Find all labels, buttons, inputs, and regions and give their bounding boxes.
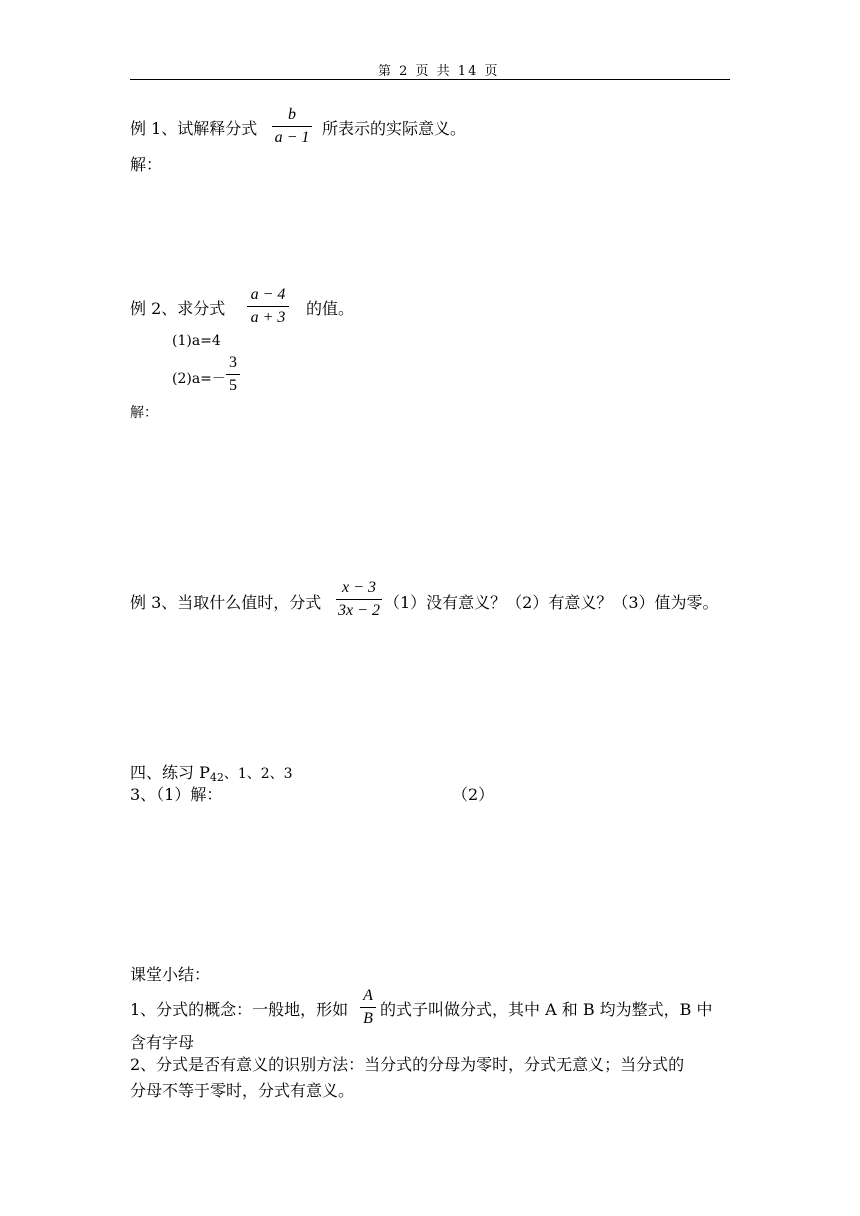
example-2-suffix: 的值。: [306, 299, 355, 318]
summary-point-2-line-2: 分母不等于零时，分式有意义。: [130, 1081, 355, 1100]
practice-page-number: 42: [209, 771, 224, 784]
header-rule: [130, 79, 730, 80]
example-2-answer: 解：: [130, 405, 158, 421]
example-3-denominator: 3x − 2: [338, 602, 380, 619]
example-1-answer: 解：: [130, 155, 163, 174]
example-1-fraction: [272, 104, 312, 149]
practice-q3-label: 3、（1）解：: [130, 785, 223, 804]
example-2-numerator: a − 4: [247, 284, 289, 307]
example-2-denominator: a + 3: [250, 309, 286, 326]
summary-point-1-suffix: 的式子叫做分式，其中 A 和 B 均为整式，B 中: [380, 1000, 713, 1019]
example-1-suffix: 所表示的实际意义。: [322, 119, 467, 138]
example-2-item-2-denominator: 5: [229, 377, 237, 394]
summary-point-1-prefix: 1、分式的概念：一般地，形如: [130, 1000, 349, 1019]
example-2-prefix: 例 2、求分式: [130, 299, 226, 318]
example-3-numerator: x − 3: [336, 577, 382, 600]
example-2-item-1: (1)a=4: [172, 333, 221, 349]
example-1-numerator: b: [272, 104, 312, 127]
example-2-item-2-numerator: 3: [226, 352, 240, 375]
practice-q3-part-2: （2）: [452, 785, 495, 804]
example-3-fraction: [336, 577, 382, 622]
summary-point-1-line-2: 含有字母: [130, 1033, 195, 1052]
example-2-item-2-fraction: [226, 352, 240, 397]
practice-title-suffix: 、1、2、3: [223, 766, 293, 782]
summary-point-1-numerator: A: [360, 985, 376, 1008]
summary-point-2-line-1: 2、分式是否有意义的识别方法：当分式的分母为零时，分式无意义；当分式的: [130, 1055, 685, 1074]
summary-title: 课堂小结：: [130, 965, 211, 984]
summary-point-1-denominator: B: [363, 1010, 373, 1027]
example-2-fraction: [247, 284, 289, 329]
example-1-denominator: a − 1: [274, 129, 310, 146]
summary-point-1-fraction: [360, 985, 376, 1030]
example-3-prefix: 例 3、当取什么值时，分式: [130, 593, 322, 612]
example-1-prefix: 例 1、试解释分式: [130, 119, 258, 138]
example-2-item-2-prefix: (2)a=－: [172, 371, 226, 387]
example-3-suffix: （1）没有意义？（2）有意义？（3）值为零。: [384, 593, 719, 612]
page-number: 第 2 页 共 14 页: [378, 64, 500, 79]
practice-title-prefix: 四、练习 P: [130, 763, 210, 782]
practice-title: [130, 760, 293, 784]
